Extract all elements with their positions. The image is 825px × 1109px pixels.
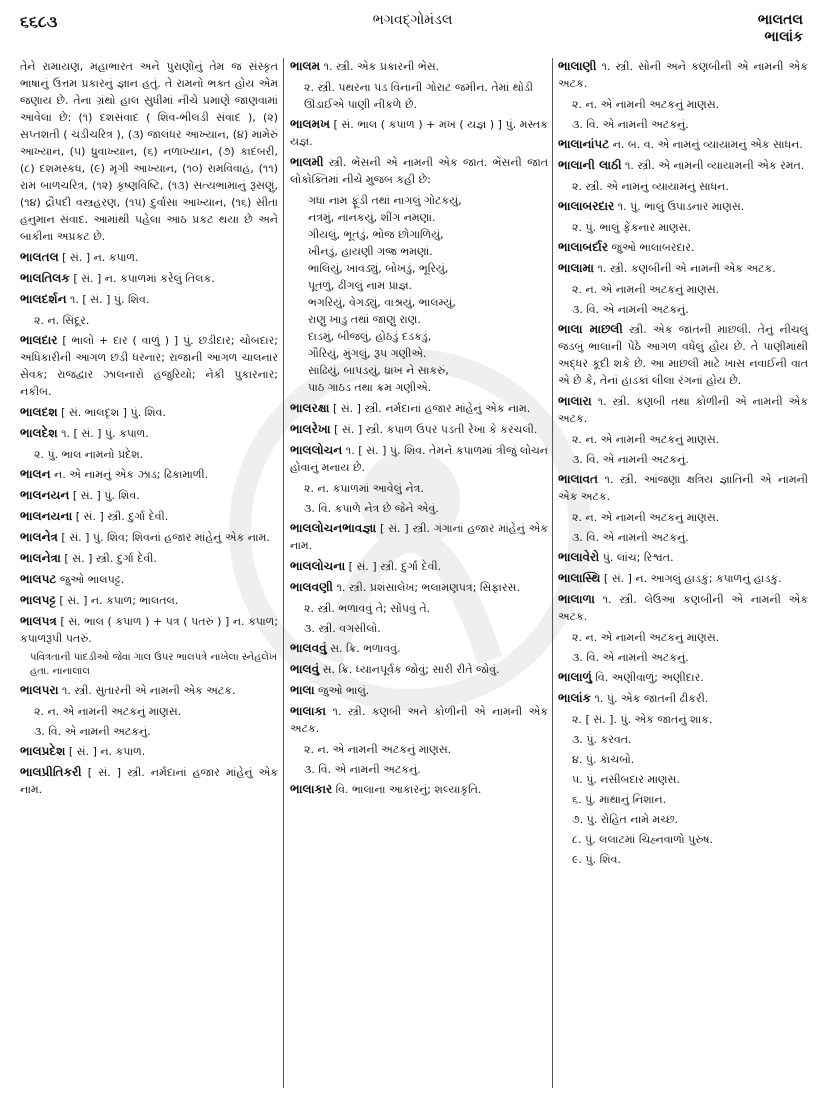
headword: ભાલાસ્થિ (558, 571, 601, 585)
headword: ભાલાળું (558, 670, 592, 684)
verse-line: રાણુ ખાડુ તથાં જાણુ રાણ. (308, 313, 421, 326)
headword: ભાલાબરદાર (558, 199, 615, 213)
verse-line: નત્રમું, નાનકયું, શીંગ નમણાં. (308, 211, 436, 224)
sense-line: ૩. વિ. એ નામની અટકનું. (572, 303, 689, 316)
dictionary-entry (558, 136, 808, 153)
dictionary-entry (290, 116, 548, 150)
definition-text: જુઓ ભાલું. (314, 684, 370, 697)
sense-line: ૨. ન. એ નામની અટકનું માણસ. (572, 433, 720, 446)
sense-line: ૮. પું. લલાટમાં ચિહ્નવાળો પુરુષ. (572, 833, 713, 846)
definition-text: ૧. પું. એક જાતની ઢીકરી. (591, 692, 709, 705)
dictionary-entry (558, 157, 808, 174)
definition-text: ૧. સ્ત્રી. કણબી તથા કોળીની એ નામની એક અટક. (558, 395, 808, 425)
headword: ભાલરક્ષા (290, 401, 330, 415)
dictionary-entry (20, 743, 278, 760)
dictionary-entry (290, 579, 548, 596)
dictionary-entry (558, 260, 808, 277)
sense-line: ૨. ન. એ નામની અટકનું માણસ. (34, 705, 182, 718)
headword: ભાલાંક (558, 691, 592, 705)
dictionary-entry (558, 198, 808, 215)
headword: ભાલામા (558, 261, 594, 275)
dictionary-entry (558, 321, 808, 389)
definition-text: ૧. સ્ત્રી. સોની અને કણબીની એ નામની એક અટક. (558, 60, 808, 90)
dictionary-entry (20, 291, 278, 308)
definition-text: વિ. અણીવાળું; અણીદાર. (591, 671, 704, 684)
sense-line: ૩. વિ. કપાળે નેત્ર છે જેને એવું. (304, 502, 439, 515)
dictionary-entry (20, 592, 278, 609)
definition-text: ૧. સ્ત્રી. આંજણા ક્ષત્રિય જ્ઞાતિની એ નામની એક અટક. (558, 473, 808, 503)
sense-line: ૨. પું. ભાલ નામનો પ્રદેશ. (34, 448, 144, 461)
headword: ભાલમ (290, 59, 321, 73)
dictionary-entry (20, 550, 278, 567)
verse-line: સાંઢિયું, બાપડયું, ધ્રાખ ને સાકરું, (308, 364, 449, 377)
sense-line: ૩. વિ. એ નામની અટકનું. (572, 118, 689, 131)
headword: ભાલપટ્ટ (20, 593, 56, 607)
definition-text: ૧. સ્ત્રી. કણબીની એ નામની એક અટક. (593, 262, 776, 275)
definition-text: [ સં. ] ન. કપાળ; ભાલતલ. (55, 594, 179, 607)
headword: ભાલાનાંપટ (558, 137, 610, 151)
definition-text: ૧. સ્ત્રી. પ્રશંસાલેખ; ભલામણપત્ર; સિફારસ. (332, 581, 520, 594)
sense-line: ૨. ન. એ નામની અટકનું માણસ. (572, 631, 720, 644)
headword: ભાલારા (558, 394, 592, 408)
dictionary-entry (290, 400, 548, 417)
headword: ભાલલોચના (290, 559, 346, 573)
definition-text: [ સં. ] પું. શિવ; શિવનાં હજાર માંહેનું એક નામ. (57, 531, 270, 544)
dictionary-entry (20, 571, 278, 588)
verse-block (290, 192, 548, 396)
verse-line: પાઠ ગાઠડ તથા ક્રમ ગણીએ. (308, 381, 432, 394)
definition-text: [ સં. ] સ્ત્રી. નર્મદાનાં હજાર માંહેનું એક નામ. (329, 402, 531, 415)
column-1 (20, 58, 278, 802)
definition-text: ૧. સ્ત્રી. એક પ્રકારની ભેંસ. (320, 60, 440, 73)
headword: ભાલાણી (558, 59, 597, 73)
headword: ભાલલોચન (290, 443, 343, 457)
headword: ભાલરેખા (290, 422, 331, 436)
column-2 (290, 58, 548, 802)
dictionary-entry (290, 558, 548, 575)
headword: ભાલનેત્રા (20, 551, 61, 565)
dictionary-entry (20, 404, 278, 421)
dictionary-entry (20, 332, 278, 400)
headword: ભાલવું (290, 662, 320, 676)
dictionary-entry (290, 520, 548, 554)
sense-line: ૨. ન. એ નામની અટકનું માણસ. (572, 98, 720, 111)
dictionary-entry (290, 640, 548, 657)
sense-line: ૯. પું. શિવ. (572, 853, 621, 866)
sense-line: ૩. વિ. એ નામની અટકનું. (572, 453, 689, 466)
headword: ભાલદશ (20, 405, 58, 419)
headword: ભાલાકાર (290, 782, 333, 796)
dictionary-entry (20, 529, 278, 546)
dictionary-entry (558, 239, 808, 256)
headword: ભાલનેત્ર (20, 530, 58, 544)
dictionary-entry (20, 58, 278, 245)
definition-text: ૧. સ્ત્રી. કણબી અને કોળીની એ નામની એક અટક. (290, 705, 548, 735)
headword: ભાલમી (290, 155, 324, 169)
headword: ભાલમખ (290, 117, 330, 131)
definition-text: સ્ત્રી. ભેંસની એ નામની એક જાત. ભેંસની જાત લોકોક્તિમાં નીચે મુજબ કહી છે: (290, 156, 548, 186)
quotation: પવિત્રતાની પાંદડીઓ જેવા ગાલ ઉપર ભાલપત્રે નાખેલા સ્નેહલેખ હતા. નાનાલાલ (30, 652, 278, 677)
dictionary-entry (20, 613, 278, 647)
dictionary-entry (290, 661, 548, 678)
dictionary-entry (20, 270, 278, 287)
headword: ભાલપરા (20, 683, 59, 697)
dictionary-entry (558, 570, 808, 587)
sense-line: ૩. વિ. એ નામની અટકનું. (34, 725, 151, 738)
sense-line: ૫. પું. નસીબદાર માણસ. (572, 773, 680, 786)
definition-text: તેને રામાયણ, મહાભારત અને પુરાણોનું તેમ જ સંસ્કૃત ભાષાનું ઉત્તમ પ્રકારનું જ્ઞાન હતું. તે રામનો ભક્ત હોય એમ જણાય છે. તેના ગ્રંથો હાલ સુધીમાં નીચે પ્રમાણે જાણવામાં આવેલા છે: (૧) દશસંવાદ ( શિવ-ભીલડી સંવાદ ), (૨) સપ્તશતી ( ચંડીચરિત્ર ), (૩) જાલંધર આખ્યાન, (૪) મામેરું આખ્યાન, (૫) ધ્રુવાખ્યાન, (૬) નળાખ્યાન, (૭) કાદંબરી, (૮) દશમસ્કંધ, (૯) મૃગી આખ્યાન, (૧૦) રામવિવાહ, (૧૧) રામ બાળચરિત્ર, (૧૨) કૃષ્ણવિષ્ટિ, (૧૩) સત્યભામાનું રૂસણું, (૧૪) દ્રૌપદી વસ્ત્રહરણ, (૧૫) દુર્વાસા આખ્યાન, (૧૬) સીતા હનુમાન સંવાદ. આમાંથી પહેલા આઠ પ્રકટ થયા છે અને બાકીના અપ્રકટ છે. (20, 60, 278, 243)
definition-text: [ સં. ] ન. આગલું હાડકું; કપાળનું હાડકું. (600, 572, 782, 585)
definition-text: [ સં. ] સ્ત્રી. દુર્ગા દેવી. (345, 560, 442, 573)
dictionary-entry (290, 421, 548, 438)
dictionary-entry (558, 549, 808, 566)
sense-line: ૪. પું. કાચબો. (572, 753, 635, 766)
verse-line: ખીનડું, હાયણી ગજ્ર ભમણાં. (308, 245, 433, 258)
definition-text: [ સં. ભાલ ( કપાળ ) + પત્ર ( પતરું ) ] ન. કપાળ; કપાળરૂપી પતરું. (20, 615, 278, 645)
sense-line: ૨. સ્ત્રી. એ નામનું વ્યાયામનું સાધન. (572, 180, 729, 193)
sense-line: ૩. વિ. એ નામની અટકનું. (572, 531, 689, 544)
definition-text: ૧. સ્ત્રી. લેઉઆ કણબીની એ નામની એક અટક. (558, 593, 808, 623)
headword: ભાલાકા (290, 704, 326, 718)
definition-text: સ. ક્રિ. ભળાવવું. (326, 642, 401, 655)
dictionary-entry (558, 58, 808, 92)
dictionary-entry (558, 393, 808, 427)
sense-line: ૨. ન. કપાળમાં આવેલું નેત્ર. (304, 482, 424, 495)
column-3 (558, 58, 808, 871)
definition-text: જુઓ ભાલાબરદાર. (608, 241, 695, 254)
definition-text: [ સં. ] સ્ત્રી. દુર્ગા દેવી. (60, 552, 157, 565)
definition-text: [ ભાલો + દાર ( વાળું ) ] પું. છડીદાર; ચોબદાર; અધિકારીની આગળ છડી ધરનાર; રાજાની આગળ ચાલનાર સેવક; રાજદ્વાર ઝાલનારો હજુરિયો; નેકી પુકારનાર; નકીબ. (20, 334, 278, 398)
headword: ભાલનયના (20, 509, 73, 523)
headword: ભાલાળા (558, 592, 595, 606)
headword: ભાલનયન (20, 488, 70, 502)
sense-line: ૨. સ્ત્રી. પથરના પડ વિનાની ગોરાટ જમીન. તેમાં થોડી ઊંડાઈએ પાણી નીકળે છે. (304, 81, 534, 111)
dictionary-entry (290, 442, 548, 476)
verse-line: ભગરિયું, વેગડ્યું, વાશ્રયું, ભાલમ્યું, (308, 296, 456, 309)
dictionary-entry (558, 669, 808, 686)
definition-text: [ સં. ] પું. શિવ. (69, 489, 140, 502)
definition-text: પું. લાંચ; રિશ્વત. (599, 551, 674, 564)
definition-text: સ. ક્રિ. ધ્યાનપૂર્વક જોવું; સારી રીતે જોવું. (319, 663, 500, 676)
dictionary-entry (20, 425, 278, 442)
dictionary-entry (290, 682, 548, 699)
definition-text: ૧. [ સં. ] પું. કપાળ. (57, 427, 149, 440)
definition-text: સ્ત્રી. એક જાતની માછલી. તેનું નીચલું જડબું ભાલાની પેઠે આગળ વધેલું હોય છે. તે પાણીમાંથી અદ્ધર કૂદી શકે છે. આ માછલી માટે ખાસ નવાઈની વાત એ છે કે, તેનાં હાડકાં લીલા રંગનાં હોય છે. (558, 323, 808, 387)
dictionary-entry (20, 764, 278, 798)
definition-text: [ સં. ] ન. કપાળ. (65, 745, 146, 758)
dictionary-entry (20, 466, 278, 483)
headword: ભાલદાર (20, 333, 58, 347)
headword: ભાલપટ (20, 572, 57, 586)
definition-text: ૧. પું. ભાલું ઉપાડનાર માણસ. (614, 200, 745, 213)
headword: ભાલા માછલી (558, 322, 623, 336)
sense-line: ૨. સ્ત્રી. ભળાવવું તે; સોંપવું તે. (304, 602, 431, 615)
headword: ભાલાબર્દાર (558, 240, 609, 254)
definition-text: [ સં. ] ન. કપાળ. (58, 251, 139, 264)
headword: ભાલદેશ (20, 426, 58, 440)
sense-line: ૭. પું. રોહિત નામે મચ્છ. (572, 813, 679, 826)
dictionary-entry (558, 591, 808, 625)
dictionary-entry (558, 690, 808, 707)
verse-line: ગૌરિયું, મુંગલું, રૂપ ગણીએ. (308, 347, 427, 360)
headword: ભાલન (20, 467, 51, 481)
dictionary-entry (20, 487, 278, 504)
sense-line: ૨. [ સં. ]. પું. એક જાતનું શાક. (572, 713, 713, 726)
definition-text: [ સં. ] સ્ત્રી. દુર્ગા દેવી. (72, 510, 169, 523)
column-divider (552, 58, 553, 1088)
guide-word-last: ભાલાંક (764, 29, 803, 45)
definition-text: ન. બ. વ. એ નામનું વ્યાયામનું એક સાધન. (609, 138, 803, 151)
dictionary-entry (290, 58, 548, 75)
sense-line: ૩. વિ. એ નામની અટકનું. (304, 763, 421, 776)
definition-text: [ સં. ભાલદૃશ ] પું. શિવ. (57, 406, 166, 419)
sense-line: ૨. ન. એ નામની અટકનું માણસ. (572, 511, 720, 524)
headword: ભાલતિલક (20, 271, 70, 285)
definition-text: ૧. સ્ત્રી. સુતારની એ નામની એક અટક. (58, 684, 236, 697)
headword: ભાલા (290, 683, 315, 697)
headword: ભાલવવું (290, 641, 327, 655)
verse-line: ભાલિયું, ખાવડ્યું, બોખડું, ભૂરિયું, (308, 262, 449, 275)
definition-text: ૧. [ સં. ] પું. શિવ. તેમને કપાળમાં ત્રીજું લોચન હોવાનું મનાય છે. (290, 444, 548, 474)
verse-line: દાડમું, બીજલું, હોઠડું દડકડું, (308, 330, 432, 343)
definition-text: ૧. સ્ત્રી. એ નામની વ્યાયામની એક રમત. (621, 159, 805, 172)
definition-text: [ સં. ] સ્ત્રી. નર્મદાનાં હજાર માંહેનું એક નામ. (20, 766, 278, 796)
dictionary-entry (290, 154, 548, 188)
headword: ભાલદર્શન (20, 292, 67, 306)
headword: ભાલાની લાઠી (558, 158, 622, 172)
running-title: ભગવદ્ગોમંડલ (372, 12, 453, 28)
headword: ભાલપ્રદેશ (20, 744, 66, 758)
definition-text: ૧. [ સં. ] પું. શિવ. (66, 293, 150, 306)
column-divider (283, 58, 284, 1088)
sense-line: ૬. પું. માથાનું નિશાન. (572, 793, 667, 806)
sense-line: ૩. સ્ત્રી. વગસીલો. (304, 622, 381, 635)
sense-line: ૨. ન. સિંદૂર. (34, 314, 90, 327)
definition-text: વિ. ભાલાના આકારનું; શલ્યાકૃતિ. (332, 783, 482, 796)
verse-line: ગધાં નામ ફૂંડી તથાં નાગલું ગોટકયું, (308, 194, 462, 207)
dictionary-entry (20, 682, 278, 699)
dictionary-entry (290, 781, 548, 798)
dictionary-entry (290, 703, 548, 737)
headword: ભાલાવત (558, 472, 598, 486)
verse-line: ગીયલું, ભૂતડું, ભોજ છોગાળિયું, (308, 228, 444, 241)
sense-line: ૨. ન. એ નામની અટકનું માણસ. (304, 743, 452, 756)
guide-word-first: ભાલતલ (757, 12, 803, 28)
headword: ભાલતલ (20, 250, 59, 264)
headword: ભાલાવેરો (558, 550, 600, 564)
definition-text: [ સં. ] ન. કપાળમાં કરેલું તિલક. (69, 272, 215, 285)
dictionary-entry (20, 249, 278, 266)
definition-text: [ સં. ભાલ ( કપાળ ) + મખ ( યજ્ઞ ) ] પું. મસ્તક યજ્ઞ. (290, 118, 548, 148)
headword: ભાલપ્રીતિકરી (20, 765, 82, 779)
definition-text: [ સં. ] સ્ત્રી. ગંગાનાં હજાર માંહેનું એક નામ. (290, 522, 548, 552)
definition-text: [ સં. ] સ્ત્રી. કપાળ ઉપર પડતી રેખા કે કરચલી. (330, 423, 538, 436)
headword: ભાલવણી (290, 580, 333, 594)
sense-line: ૩. પું. કરવત. (572, 733, 632, 746)
verse-line: પૂતળું, ઢીંગલું નામ પ્રાજ્ઞ. (308, 279, 413, 292)
sense-line: ૩. વિ. એ નામની અટકનું. (572, 651, 689, 664)
dictionary-entry (20, 508, 278, 525)
headword: ભાલપત્ર (20, 614, 57, 628)
page-number: ૬૬૮૩ (20, 12, 58, 31)
sense-line: ૨. પું. ભાલું ફેંકનાર માણસ. (572, 221, 692, 234)
headword: ભાલલોચનભાવજ્ઞા (290, 521, 377, 535)
definition-text: ન. એ નામનું એક ઝાડ; ઢિકામાળી. (50, 468, 209, 481)
definition-text: જુઓ ભાલપટ્ટ. (56, 573, 125, 586)
dictionary-entry (558, 471, 808, 505)
sense-line: ૨. ન. એ નામની અટકનું માણસ. (572, 283, 720, 296)
guide-words (758, 12, 803, 46)
